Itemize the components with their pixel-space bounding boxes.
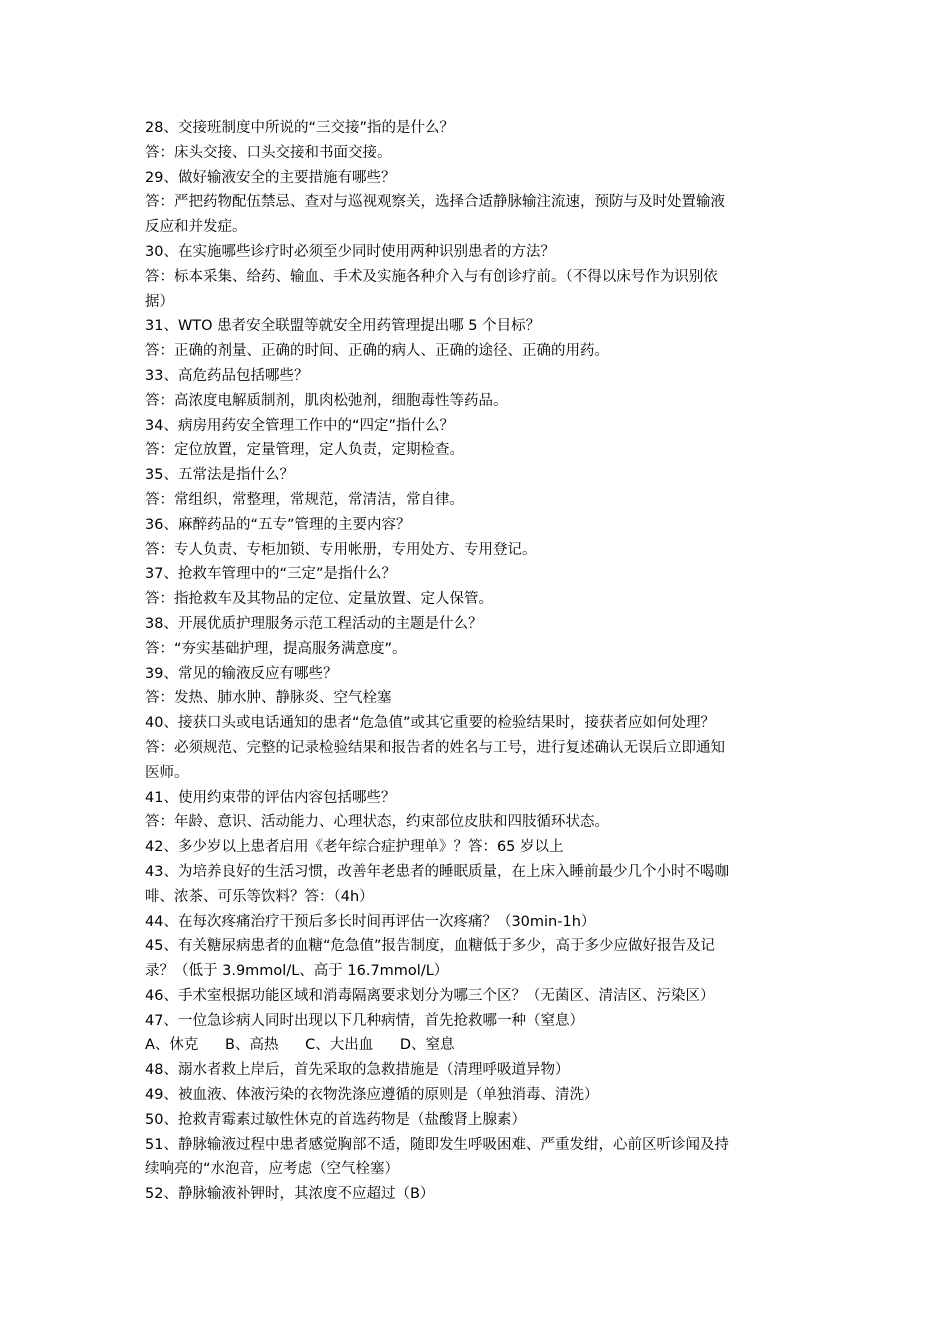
text-line: 37、抢救车管理中的“三定”是指什么？	[145, 566, 396, 583]
text-line: 36、麻醉药品的“五专”管理的主要内容？	[145, 516, 411, 533]
text-line: 38、开展优质护理服务示范工程活动的主题是什么？	[145, 615, 483, 632]
text-line: 答：必须规范、完整的记录检验结果和报告者的姓名与工号，进行复述确认无误后立即通知	[145, 739, 725, 756]
text-line: 49、被血液、体液污染的衣物洗涤应遵循的原则是（单独消毒、清洗）	[145, 1087, 599, 1104]
option-b: B、高热	[225, 1037, 279, 1054]
text-line: 答：年龄、意识、活动能力、心理状态，约束部位皮肤和四肢循环状态。	[145, 814, 609, 831]
document-page	[145, 116, 815, 1207]
text-line: 答：床头交接、口头交接和书面交接。	[145, 144, 392, 161]
text-line: 录？（低于 3.9mmol/L、高于 16.7mmol/L）	[145, 963, 449, 980]
text-line: 42、多少岁以上患者启用《老年综合症护理单》？答：65 岁以上	[145, 839, 564, 856]
text-line: 52、静脉输液补钾时，其浓度不应超过（B）	[145, 1186, 435, 1203]
option-c: C、大出血	[305, 1037, 374, 1054]
text-line: 据）	[145, 293, 174, 310]
text-line: 48、溺水者救上岸后，首先采取的急救措施是（清理呼吸道异物）	[145, 1062, 570, 1079]
text-line: 续响亮的“水泡音，应考虑（空气栓塞）	[145, 1161, 400, 1178]
text-line: 33、高危药品包括哪些？	[145, 367, 309, 384]
text-line: 39、常见的输液反应有哪些？	[145, 665, 338, 682]
text-line: 医师。	[145, 764, 189, 781]
text-line: 46、手术室根据功能区域和消毒隔离要求划分为哪三个区？（无菌区、清洁区、污染区）	[145, 987, 715, 1004]
text-line: 51、静脉输液过程中患者感觉胸部不适，随即发生呼吸困难、严重发绀，心前区听诊闻及持	[145, 1136, 729, 1153]
option-a: A、休克	[145, 1037, 199, 1054]
option-d: D、窒息	[399, 1037, 455, 1054]
text-line: 30、在实施哪些诊疗时必须至少同时使用两种识别患者的方法？	[145, 243, 555, 260]
text-line: 43、为培养良好的生活习惯，改善年老患者的睡眠质量，在上床入睡前最少几个小时不喝咖	[145, 863, 729, 880]
text-line: 28、交接班制度中所说的“三交接”指的是什么？	[145, 120, 454, 136]
text-line: 答：专人负责、专柜加锁、专用帐册，专用处方、专用登记。	[145, 541, 537, 558]
text-line: 答：定位放置，定量管理，定人负责，定期检查。	[145, 442, 464, 459]
text-line: 答：正确的剂量、正确的时间、正确的病人、正确的途径、正确的用药。	[145, 343, 609, 360]
text-line: 答：常组织，常整理，常规范，常清洁，常自律。	[145, 491, 464, 508]
text-line: 啡、浓茶、可乐等饮料？答：（4h）	[145, 888, 374, 905]
text-line: 31、WTO 患者安全联盟等就安全用药管理提出哪 5 个目标？	[145, 318, 541, 335]
text-line: 35、五常法是指什么？	[145, 467, 294, 484]
text-line: 47、一位急诊病人同时出现以下几种病情，首先抢救哪一种（窒息）	[145, 1012, 584, 1029]
text-line: 答：指抢救车及其物品的定位、定量放置、定人保管。	[145, 591, 493, 608]
text-line: 34、病房用药安全管理工作中的“四定”指什么？	[145, 417, 454, 434]
text-line: 反应和并发症。	[145, 219, 247, 236]
text-line: 答：“夯实基础护理，提高服务满意度”。	[145, 640, 407, 657]
text-line: 40、接获口头或电话通知的患者“危急值”或其它重要的检验结果时，接获者应如何处理？	[145, 715, 715, 732]
text-line: 45、有关糖尿病患者的血糖“危急值”报告制度，血糖低于多少，高于多少应做好报告及记	[145, 938, 715, 955]
text-line: 答：严把药物配伍禁忌、查对与巡视观察关，选择合适静脉输注流速，预防与及时处置输液	[145, 194, 725, 211]
text-line: 答：发热、肺水肿、静脉炎、空气栓塞	[145, 690, 392, 707]
text-line: 41、使用约束带的评估内容包括哪些？	[145, 789, 396, 806]
text-line: 29、做好输液安全的主要措施有哪些？	[145, 169, 396, 186]
options-line-47	[145, 1033, 815, 1058]
text-line: 44、在每次疼痛治疗干预后多长时间再评估一次疼痛？（30min-1h）	[145, 913, 596, 930]
text-line: 答：高浓度电解质制剂，肌肉松弛剂，细胞毒性等药品。	[145, 392, 508, 409]
text-line: 50、抢救青霉素过敏性休克的首选药物是（盐酸肾上腺素）	[145, 1111, 526, 1128]
text-line: 答：标本采集、给药、输血、手术及实施各种介入与有创诊疗前。（不得以床号作为识别依	[145, 268, 718, 285]
